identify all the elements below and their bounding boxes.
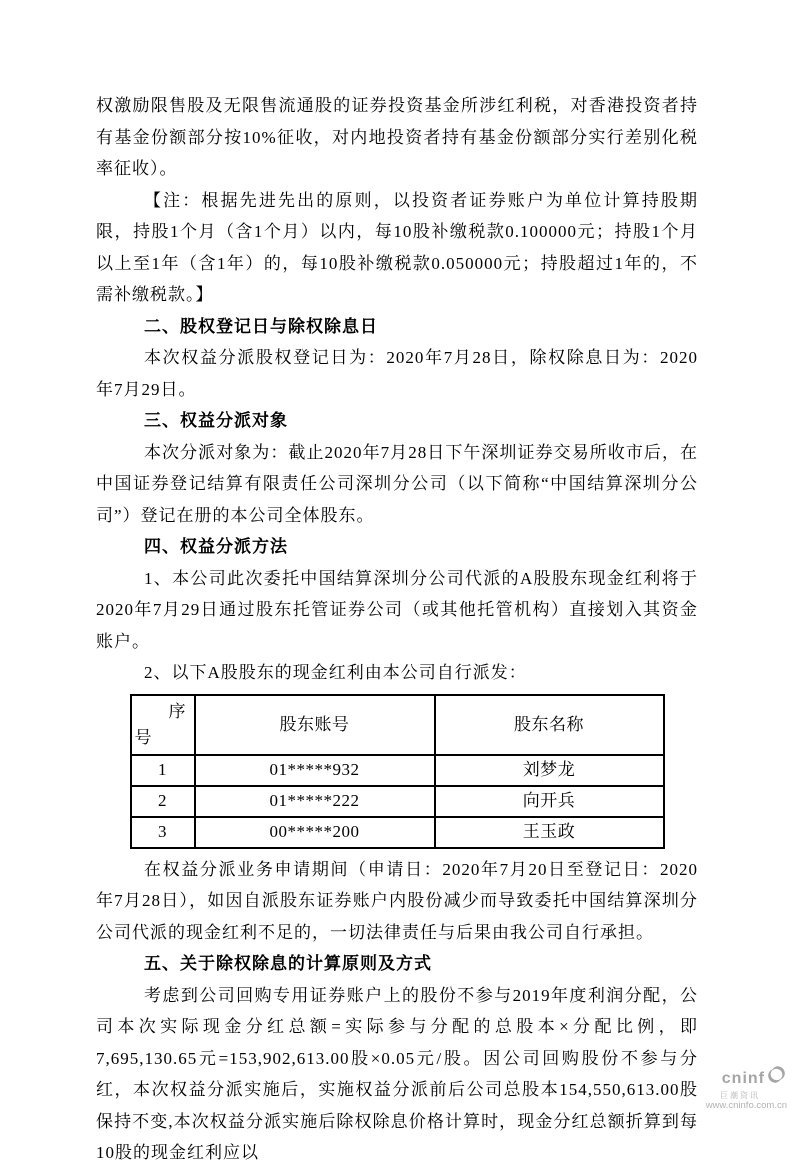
table-row <box>131 786 664 817</box>
cninfo-url: www.cninfo.com.cn <box>705 1100 787 1112</box>
header-account: 股东账号 <box>195 695 435 755</box>
cell-name: 刘梦龙 <box>435 755 664 786</box>
paragraph-section-4-item-1: 1、本公司此次委托中国结算深圳分公司代派的A股股东现金红利将于2020年7月29日通过股东托管证券公司（或其他托管机构）直接划入其资金账户。 <box>96 568 698 651</box>
document-body <box>96 90 698 1169</box>
table-row <box>131 755 664 786</box>
heading-section-5: 五、关于除权除息的计算原则及方式 <box>144 954 432 973</box>
cell-name: 向开兵 <box>435 786 664 817</box>
cell-account: 01*****932 <box>195 755 435 786</box>
shareholder-table <box>130 694 665 849</box>
cninfo-watermark <box>706 1068 787 1113</box>
paragraph-carryover: 权激励限售股及无限售流通股的证券投资基金所涉红利税，对香港投资者持有基金份额部分按10%征收，对内地投资者持有基金份额部分实行差别化税率征收）。 <box>96 96 698 178</box>
cninfo-wordmark-row <box>722 1068 787 1090</box>
paragraph-section-5: 考虑到公司回购专用证券账户上的股份不参与2019年度利润分配，公司本次实际现金分红总额=实际参与分配的总股本×分配比例，即7,695,130.65元=153,902,613.00股×0.05元/股。因公司回购股份不参与分红，本次权益分派实施后，实施权益分派前后公司总股本154,550,613.00股保持不变,本次权益分派实施后除权除息价格计算时，现金分红总额折算到每10股的现金红利应以 <box>96 985 698 1162</box>
cninfo-wordmark: cninf <box>721 1069 765 1087</box>
cell-seq: 2 <box>131 786 195 817</box>
header-seq: 序号 <box>131 695 195 755</box>
paragraph-section-4-item-2: 2、以下A股股东的现金红利由本公司自行派发： <box>144 663 527 682</box>
cell-seq: 1 <box>131 755 195 786</box>
table-row <box>131 817 664 848</box>
table-header-row <box>131 695 664 755</box>
paragraph-note: 【注：根据先进先出的原则，以投资者证券账户为单位计算持股期限，持股1个月（含1个月）以内，每10股补缴税款0.100000元；持股1个月以上至1年（含1年）的，每10股补缴税款0.050000元；持股超过1年的，不需补缴税款。】 <box>96 190 698 304</box>
heading-section-2: 二、股权登记日与除权除息日 <box>144 316 378 336</box>
paragraph-section-2: 本次权益分派股权登记日为：2020年7月28日，除权除息日为：2020年7月29日。 <box>96 348 698 399</box>
header-name: 股东名称 <box>435 695 664 755</box>
cell-account: 01*****222 <box>195 786 435 817</box>
cninfo-cn-label: 巨潮资讯 <box>720 1090 760 1100</box>
cell-seq: 3 <box>131 817 195 848</box>
heading-section-4: 四、权益分派方法 <box>144 537 288 556</box>
paragraph-section-3: 本次分派对象为：截止2020年7月28日下午深圳证券交易所收市后，在中国证券登记结算有限责任公司深圳分公司（以下简称“中国结算深圳分公司”）登记在册的本公司全体股东。 <box>96 442 698 525</box>
cninfo-swirl-icon <box>766 1064 787 1090</box>
cell-account: 00*****200 <box>195 817 435 848</box>
heading-section-3: 三、权益分派对象 <box>144 411 288 430</box>
cell-name: 王玉政 <box>435 817 664 848</box>
paragraph-after-table: 在权益分派业务申请期间（申请日：2020年7月20日至登记日：2020年7月28日），如因自派股东证券账户内股份减少而导致委托中国结算深圳分公司代派的现金红利不足的，一切法律责任与后果由我公司自行承担。 <box>96 859 698 942</box>
